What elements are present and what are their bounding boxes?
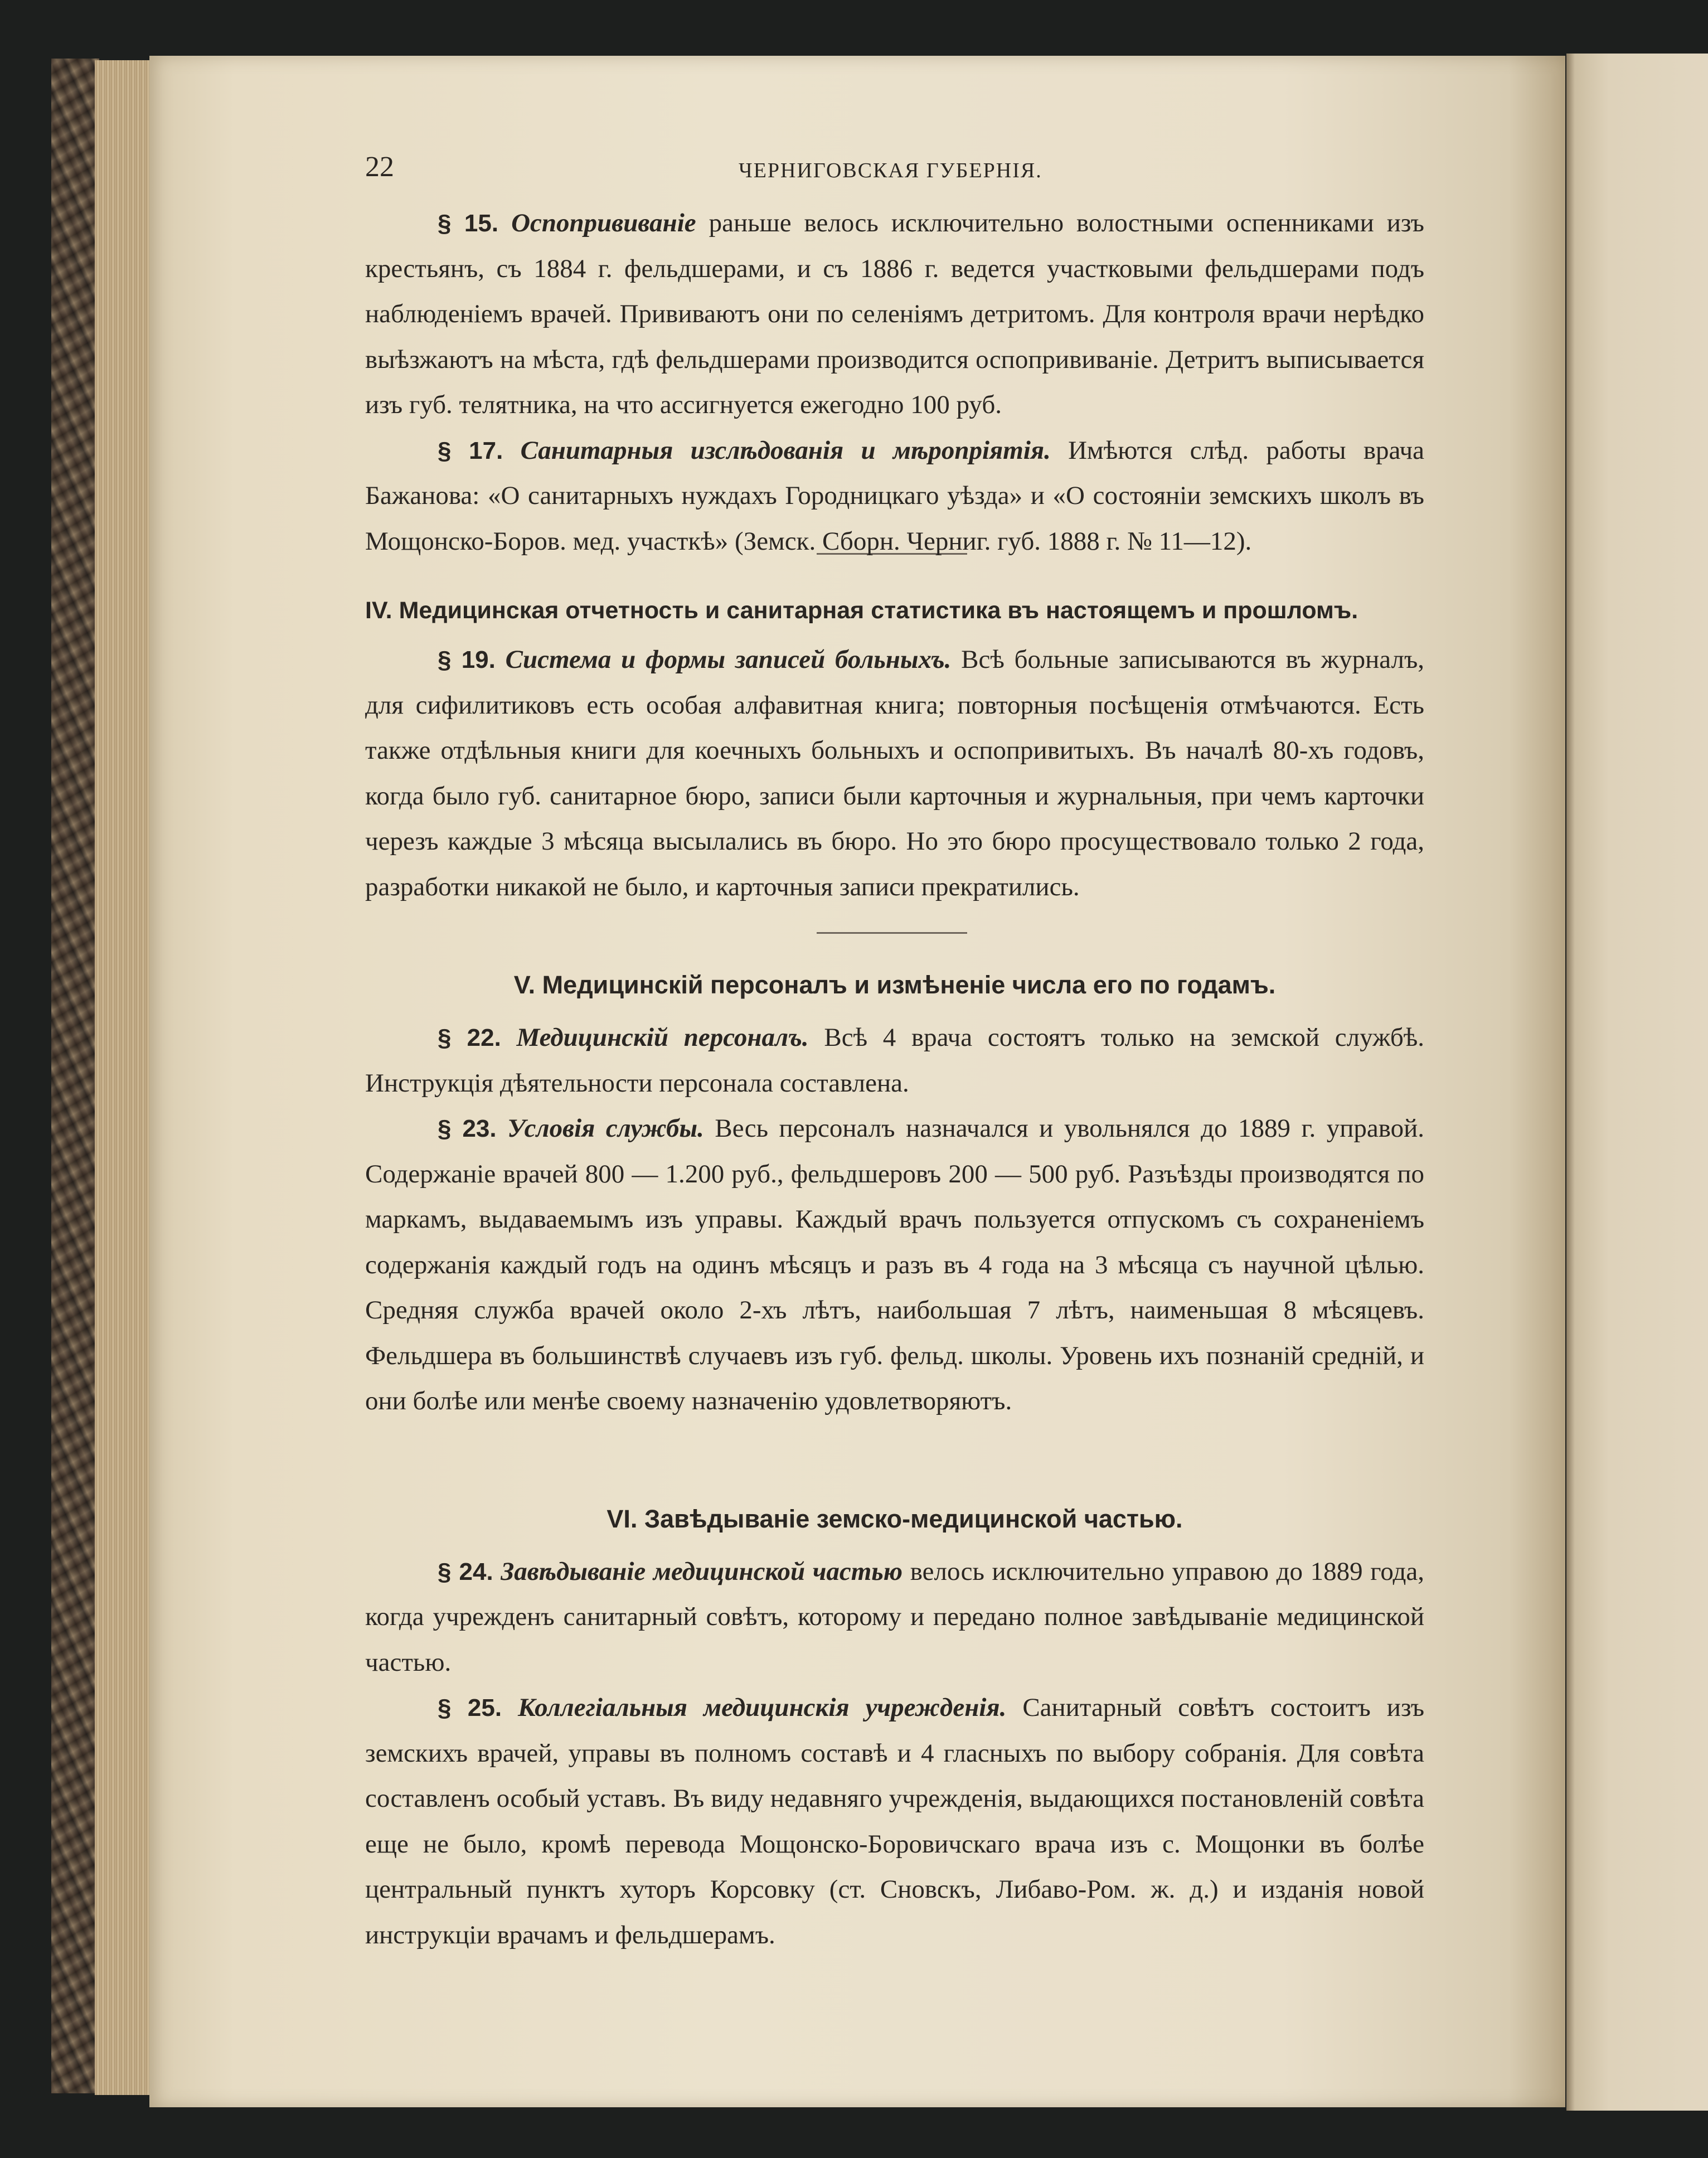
- book-cover-edge: [51, 59, 99, 2093]
- section-title: Санитарныя изслѣдованія и мѣропріятія.: [520, 435, 1051, 465]
- section-number: § 22.: [438, 1024, 501, 1051]
- section-body: раньше велось исключительно волостными оспенниками изъ крестьянъ, съ 1884 г. фельдшерами, и съ 1886 г. ведется участковыми фельдшерами подъ наблюденіемъ врачей. Прививаютъ они по селеніямъ детритомъ. Для контроля врачи нерѣдко выѣзжаютъ на мѣста, гдѣ фельдшерами производится оспопрививаніе. Детритъ выписывается изъ губ. телятника, на что ассигнуется ежегодно 100 руб.: [365, 208, 1424, 419]
- section-title: Условія службы.: [507, 1114, 704, 1143]
- section-title: Завѣдываніе медицинской частью: [501, 1556, 903, 1586]
- section-body: велось исключительно управою до 1889 года, когда учрежденъ санитарный совѣтъ, которому и передано полное завѣдываніе медицинской частью.: [365, 1556, 1425, 1677]
- section-number: § 23.: [438, 1115, 497, 1142]
- paragraph-22: [365, 1015, 1424, 1106]
- paragraph-25: [365, 1685, 1424, 1958]
- paragraph-15: [365, 201, 1424, 428]
- paragraph-19: [365, 637, 1424, 910]
- section-body: Весь персоналъ назначался и увольнялся до 1889 г. управой. Содержаніе врачей 800 — 1.200 руб., фельдшеровъ 200 — 500 руб. Разъѣзды производятся по маркамъ, выдаваемымъ изъ управы. Каждый врачъ пользуется отпускомъ съ сохраненіемъ содержанія каждый годъ на одинъ мѣсяцъ и разъ въ 4 года на 3 мѣсяца съ научной цѣлью. Средняя служба врачей около 2-хъ лѣтъ, наибольшая 7 лѣтъ, наименьшая 8 мѣсяцевъ. Фельдшера въ большинствѣ случаевъ изъ губ. фельд. школы. Уровень ихъ познаній средній, и они болѣе или менѣе своему назначенію удовлетворяютъ.: [365, 1114, 1425, 1415]
- section-number: § 15.: [438, 210, 499, 237]
- section-title: Система и формы записей больныхъ.: [505, 645, 952, 674]
- section-title: Оспопрививаніе: [511, 208, 696, 237]
- next-page-edge: [1566, 54, 1708, 2111]
- paragraph-23: [365, 1106, 1424, 1424]
- page-header: [365, 151, 1424, 195]
- chapter-heading-iv: IV. Медицинская отчетность и санитарная статистика въ настоящемъ и прошломъ.: [365, 597, 1358, 624]
- section-number: § 19.: [438, 646, 496, 673]
- section-number: § 24.: [438, 1558, 493, 1585]
- page-text: [365, 151, 1424, 1958]
- chapter-heading-v: V. Медицинскій персоналъ и измѣненіе числа его по годамъ.: [513, 971, 1276, 999]
- section-title: Коллегіальныя медицинскія учрежденія.: [518, 1693, 1007, 1722]
- section-number: § 25.: [438, 1694, 502, 1721]
- section-body: Имѣются слѣд. работы врача Бажанова: «О санитарныхъ нуждахъ Городницкаго уѣзда» и «О состояніи земскихъ школъ въ Мощонско-Боров. мед. участкѣ» (Земск. Сборн. Черниг. губ. 1888 г. № 11—12).: [365, 435, 1425, 556]
- section-body: Всѣ 4 врача состоятъ только на земской службѣ. Инструкція дѣятельности персонала составлена.: [365, 1023, 1425, 1098]
- section-divider: [817, 932, 967, 934]
- page-number: 22: [365, 151, 394, 183]
- running-head: ЧЕРНИГОВСКАЯ ГУБЕРНІЯ.: [739, 159, 1042, 182]
- section-number: § 17.: [438, 437, 503, 464]
- chapter-heading-vi: VI. Завѣдываніе земско-медицинской частью.: [606, 1504, 1183, 1533]
- section-body: Всѣ больные записываются въ журналъ, для сифилитиковъ есть особая алфавитная книга; повторныя посѣщенія отмѣчаются. Есть также отдѣльныя книги для коечныхъ больныхъ и оспопривитыхъ. Въ началѣ 80-хъ годовъ, когда было губ. санитарное бюро, записи были карточныя и журнальныя, при чемъ карточки черезъ каждые 3 мѣсяца высылались въ бюро. Но это бюро просуществовало только 2 года, разработки никакой не было, и карточныя записи прекратились.: [365, 645, 1425, 901]
- paragraph-24: [365, 1549, 1424, 1686]
- section-body: Санитарный совѣтъ состоитъ изъ земскихъ врачей, управы въ полномъ составѣ и 4 гласныхъ по выбору собранія. Для совѣта составленъ особый уставъ. Въ виду недавняго учрежденія, выдающихся постановленій совѣта еще не было, кромѣ перевода Мощонско-Боровичскаго врача изъ с. Мощонки въ болѣе центральный пунктъ хуторъ Корсовку (ст. Сновскъ, Либаво-Ром. ж. д.) и изданія новой инструкціи врачамъ и фельдшерамъ.: [365, 1693, 1425, 1950]
- paragraph-17: [365, 428, 1424, 565]
- section-title: Медицинскій персоналъ.: [516, 1023, 809, 1052]
